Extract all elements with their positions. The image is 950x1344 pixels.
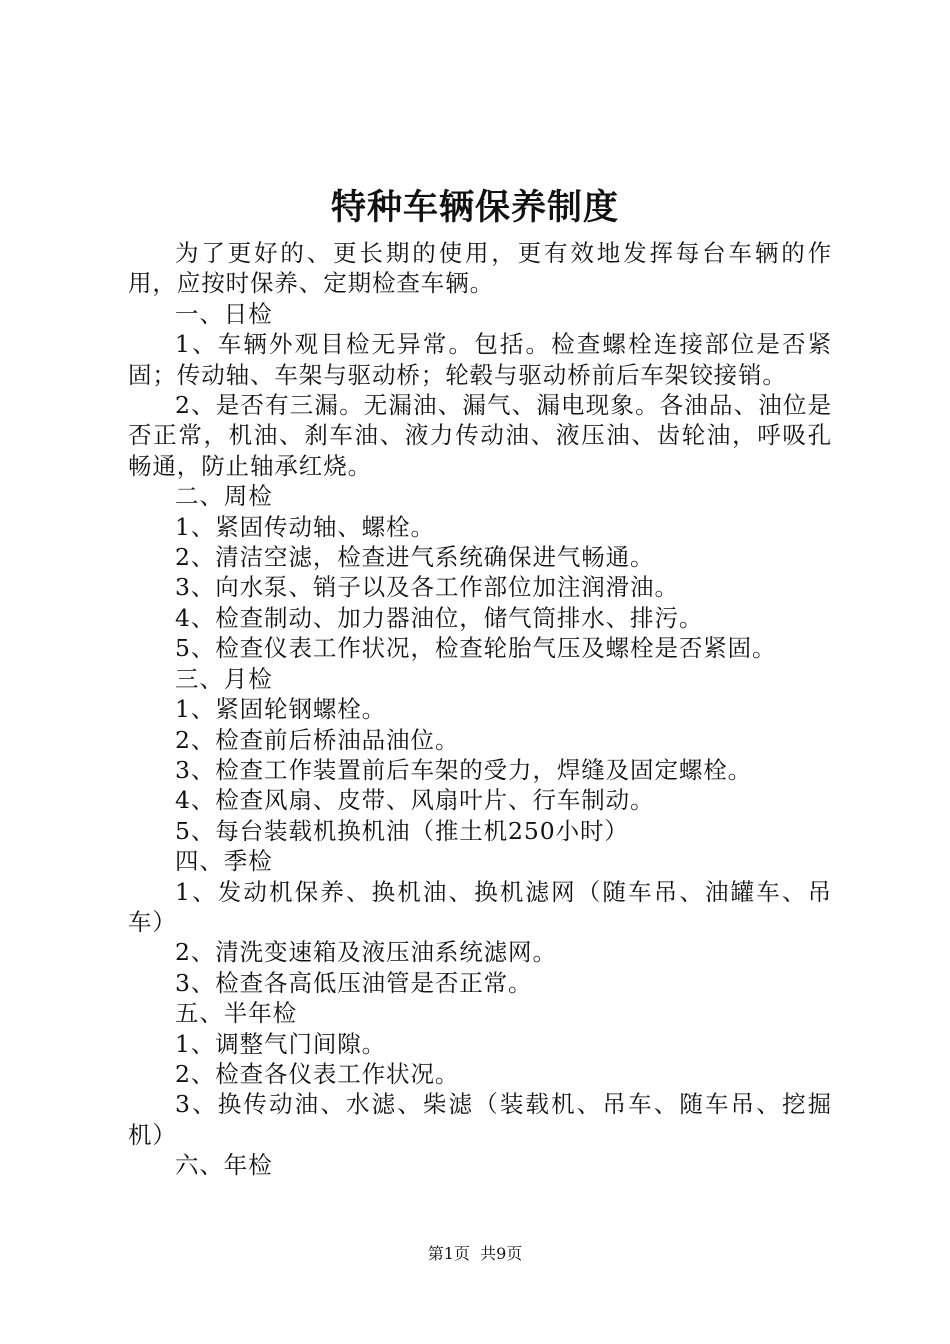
paragraph: 2、清洁空滤，检查进气系统确保进气畅通。	[175, 543, 655, 572]
section-heading: 二、周检	[175, 482, 273, 511]
page-footer: 第1页 共9页	[427, 1244, 523, 1263]
section-heading: 四、季检	[175, 847, 273, 876]
paragraph: 3、检查工作装置前后车架的受力，焊缝及固定螺栓。	[175, 755, 753, 784]
paragraph: 2、检查前后桥油品油位。	[175, 725, 460, 754]
paragraph: 1、紧固轮钢螺栓。	[175, 695, 387, 724]
document-body	[128, 238, 832, 1181]
section-heading: 六、年检	[175, 1151, 273, 1180]
paragraph: 4、检查制动、加力器油位，储气筒排水、排污。	[175, 603, 704, 632]
section-heading: 三、月检	[175, 664, 273, 693]
paragraph: 3、检查各高低压油管是否正常。	[175, 968, 533, 997]
section-heading: 五、半年检	[175, 999, 297, 1028]
paragraph: 为了更好的、更长期的使用，更有效地发挥每台车辆的作用，应按时保养、定期检查车辆。	[128, 239, 832, 298]
paragraph: 1、调整气门间隙。	[175, 1029, 387, 1058]
paragraph: 5、每台装载机换机油（推土机250小时）	[175, 816, 629, 845]
paragraph: 2、是否有三漏。无漏油、漏气、漏电现象。各油品、油位是否正常，机油、刹车油、液力传动油、液压油、齿轮油，呼吸孔畅通，防止轴承红烧。	[128, 391, 832, 480]
paragraph: 2、检查各仪表工作状况。	[175, 1059, 460, 1088]
paragraph: 1、发动机保养、换机油、换机滤网（随车吊、油罐车、吊车）	[128, 877, 832, 936]
section-heading: 一、日检	[175, 299, 273, 328]
paragraph: 2、清洗变速箱及液压油系统滤网。	[175, 938, 557, 967]
paragraph: 3、换传动油、水滤、柴滤（装载机、吊车、随车吊、挖掘机）	[128, 1090, 832, 1149]
document-title: 特种车辆保养制度	[330, 187, 619, 228]
paragraph: 3、向水泵、销子以及各工作部位加注润滑油。	[175, 573, 679, 602]
paragraph: 4、检查风扇、皮带、风扇叶片、行车制动。	[175, 786, 655, 815]
paragraph: 5、检查仪表工作状况，检查轮胎气压及螺栓是否紧固。	[175, 634, 777, 663]
paragraph: 1、车辆外观目检无异常。包括。检查螺栓连接部位是否紧固；传动轴、车架与驱动桥；轮毂与驱动桥前后车架铰接销。	[128, 330, 832, 389]
paragraph: 1、紧固传动轴、螺栓。	[175, 512, 435, 541]
